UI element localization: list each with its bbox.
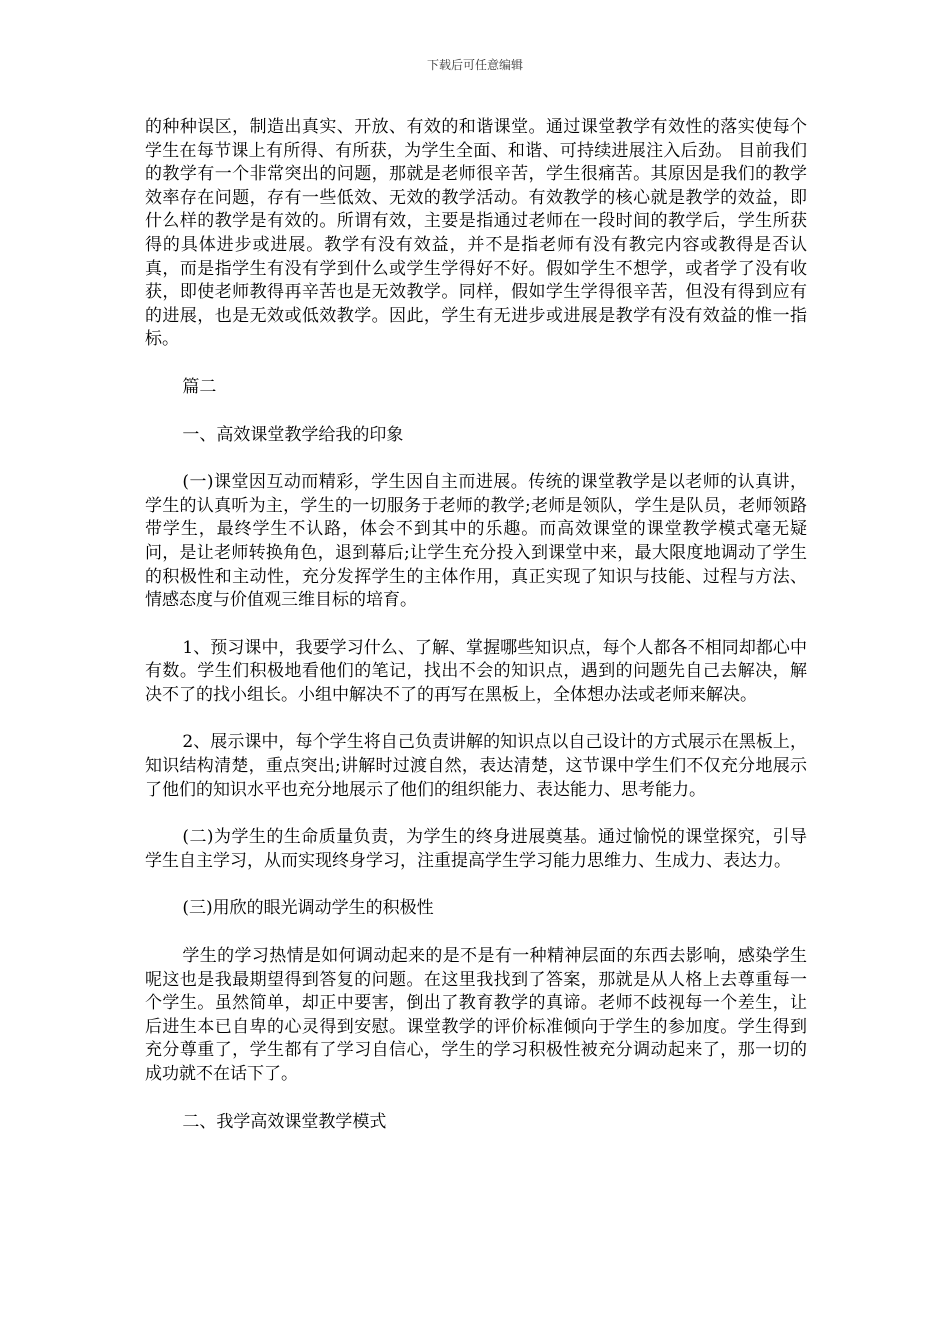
paragraph: 的种种误区，制造出真实、开放、有效的和谐课堂。通过课堂教学有效性的落实使每个学生在每节课上有所得、有所获，为学生全面、和谐、可持续进展注入后劲。 目前我们的教学有一个非常突出的问题，那就是老师很辛苦，学生很痛苦。其原因是我们的教学效率存在问题，存有一些低效、无效的教学活动。有效教学的核心就是教学的效益，即什么样的教学是有效的。所谓有效，主要是指通过老师在一段时间的教学后，学生所获得的具体进步或进展。教学有没有效益，并不是指老师有没有教完内容或教得是否认真，而是指学生有没有学到什么或学生学得好不好。假如学生不想学，或者学了没有收获，即使老师教得再辛苦也是无效教学。同样，假如学生学得很辛苦，但没有得到应有的进展，也是无效或低效教学。因此，学生有无进步或进展是教学有没有效益的惟一指标。 — [145, 117, 807, 350]
paragraph: (二)为学生的生命质量负责，为学生的终身进展奠基。通过愉悦的课堂探究，引导学生自主学习，从而实现终身学习，注重提高学生学习能力思维力、生成力、表达力。 — [145, 827, 807, 871]
document-body — [145, 116, 807, 1158]
paragraph: 学生的学习热情是如何调动起来的是不是有一种精神层面的东西去影响，感染学生呢这也是我最期望得到答复的问题。在这里我找到了答案，那就是从人格上去尊重每一个学生。虽然简单，却正中要害，倒出了教育教学的真谛。老师不歧视每一个差生，让后进生本已自卑的心灵得到安慰。课堂教学的评价标准倾向于学生的参加度。学生得到充分尊重了，学生都有了学习自信心，学生的学习积极性被充分调动起来了，那一切的成功就不在话下了。 — [145, 946, 807, 1084]
paragraph: 2、展示课中，每个学生将自己负责讲解的知识点以自己设计的方式展示在黑板上，知识结构清楚，重点突出;讲解时过渡自然，表达清楚，这节课中学生们不仅充分地展示了他们的知识水平也充分地展示了他们的组织能力、表达能力、思考能力。 — [145, 732, 807, 800]
paragraph: (一)课堂因互动而精彩，学生因自主而进展。传统的课堂教学是以老师的认真讲，学生的认真听为主，学生的一切服务于老师的教学;老师是领队，学生是队员，老师领路带学生，最终学生不认路，体会不到其中的乐趣。而高效课堂的课堂教学模式毫无疑问，是让老师转换角色，退到幕后;让学生充分投入到课堂中来，最大限度地调动了学生的积极性和主动性，充分发挥学生的主体作用，真正实现了知识与技能、过程与方法、情感态度与价值观三维目标的培育。 — [145, 472, 807, 611]
paragraph: 1、预习课中，我要学习什么、了解、掌握哪些知识点，每个人都各不相同却都心中有数。学生们积极地看他们的笔记，找出不会的知识点，遇到的问题先自己去解决，解决不了的找小组长。小组中解决不了的再写在黑板上，全体想办法或老师来解决。 — [145, 637, 807, 705]
section-title: 篇二 — [182, 376, 217, 397]
page-header: 下载后可任意编辑 — [426, 58, 523, 72]
section-heading: 一、高效课堂教学给我的印象 — [182, 424, 404, 445]
section-heading: 二、我学高效课堂教学模式 — [182, 1111, 387, 1132]
subsection-heading: (三)用欣的眼光调动学生的积极性 — [182, 898, 434, 919]
